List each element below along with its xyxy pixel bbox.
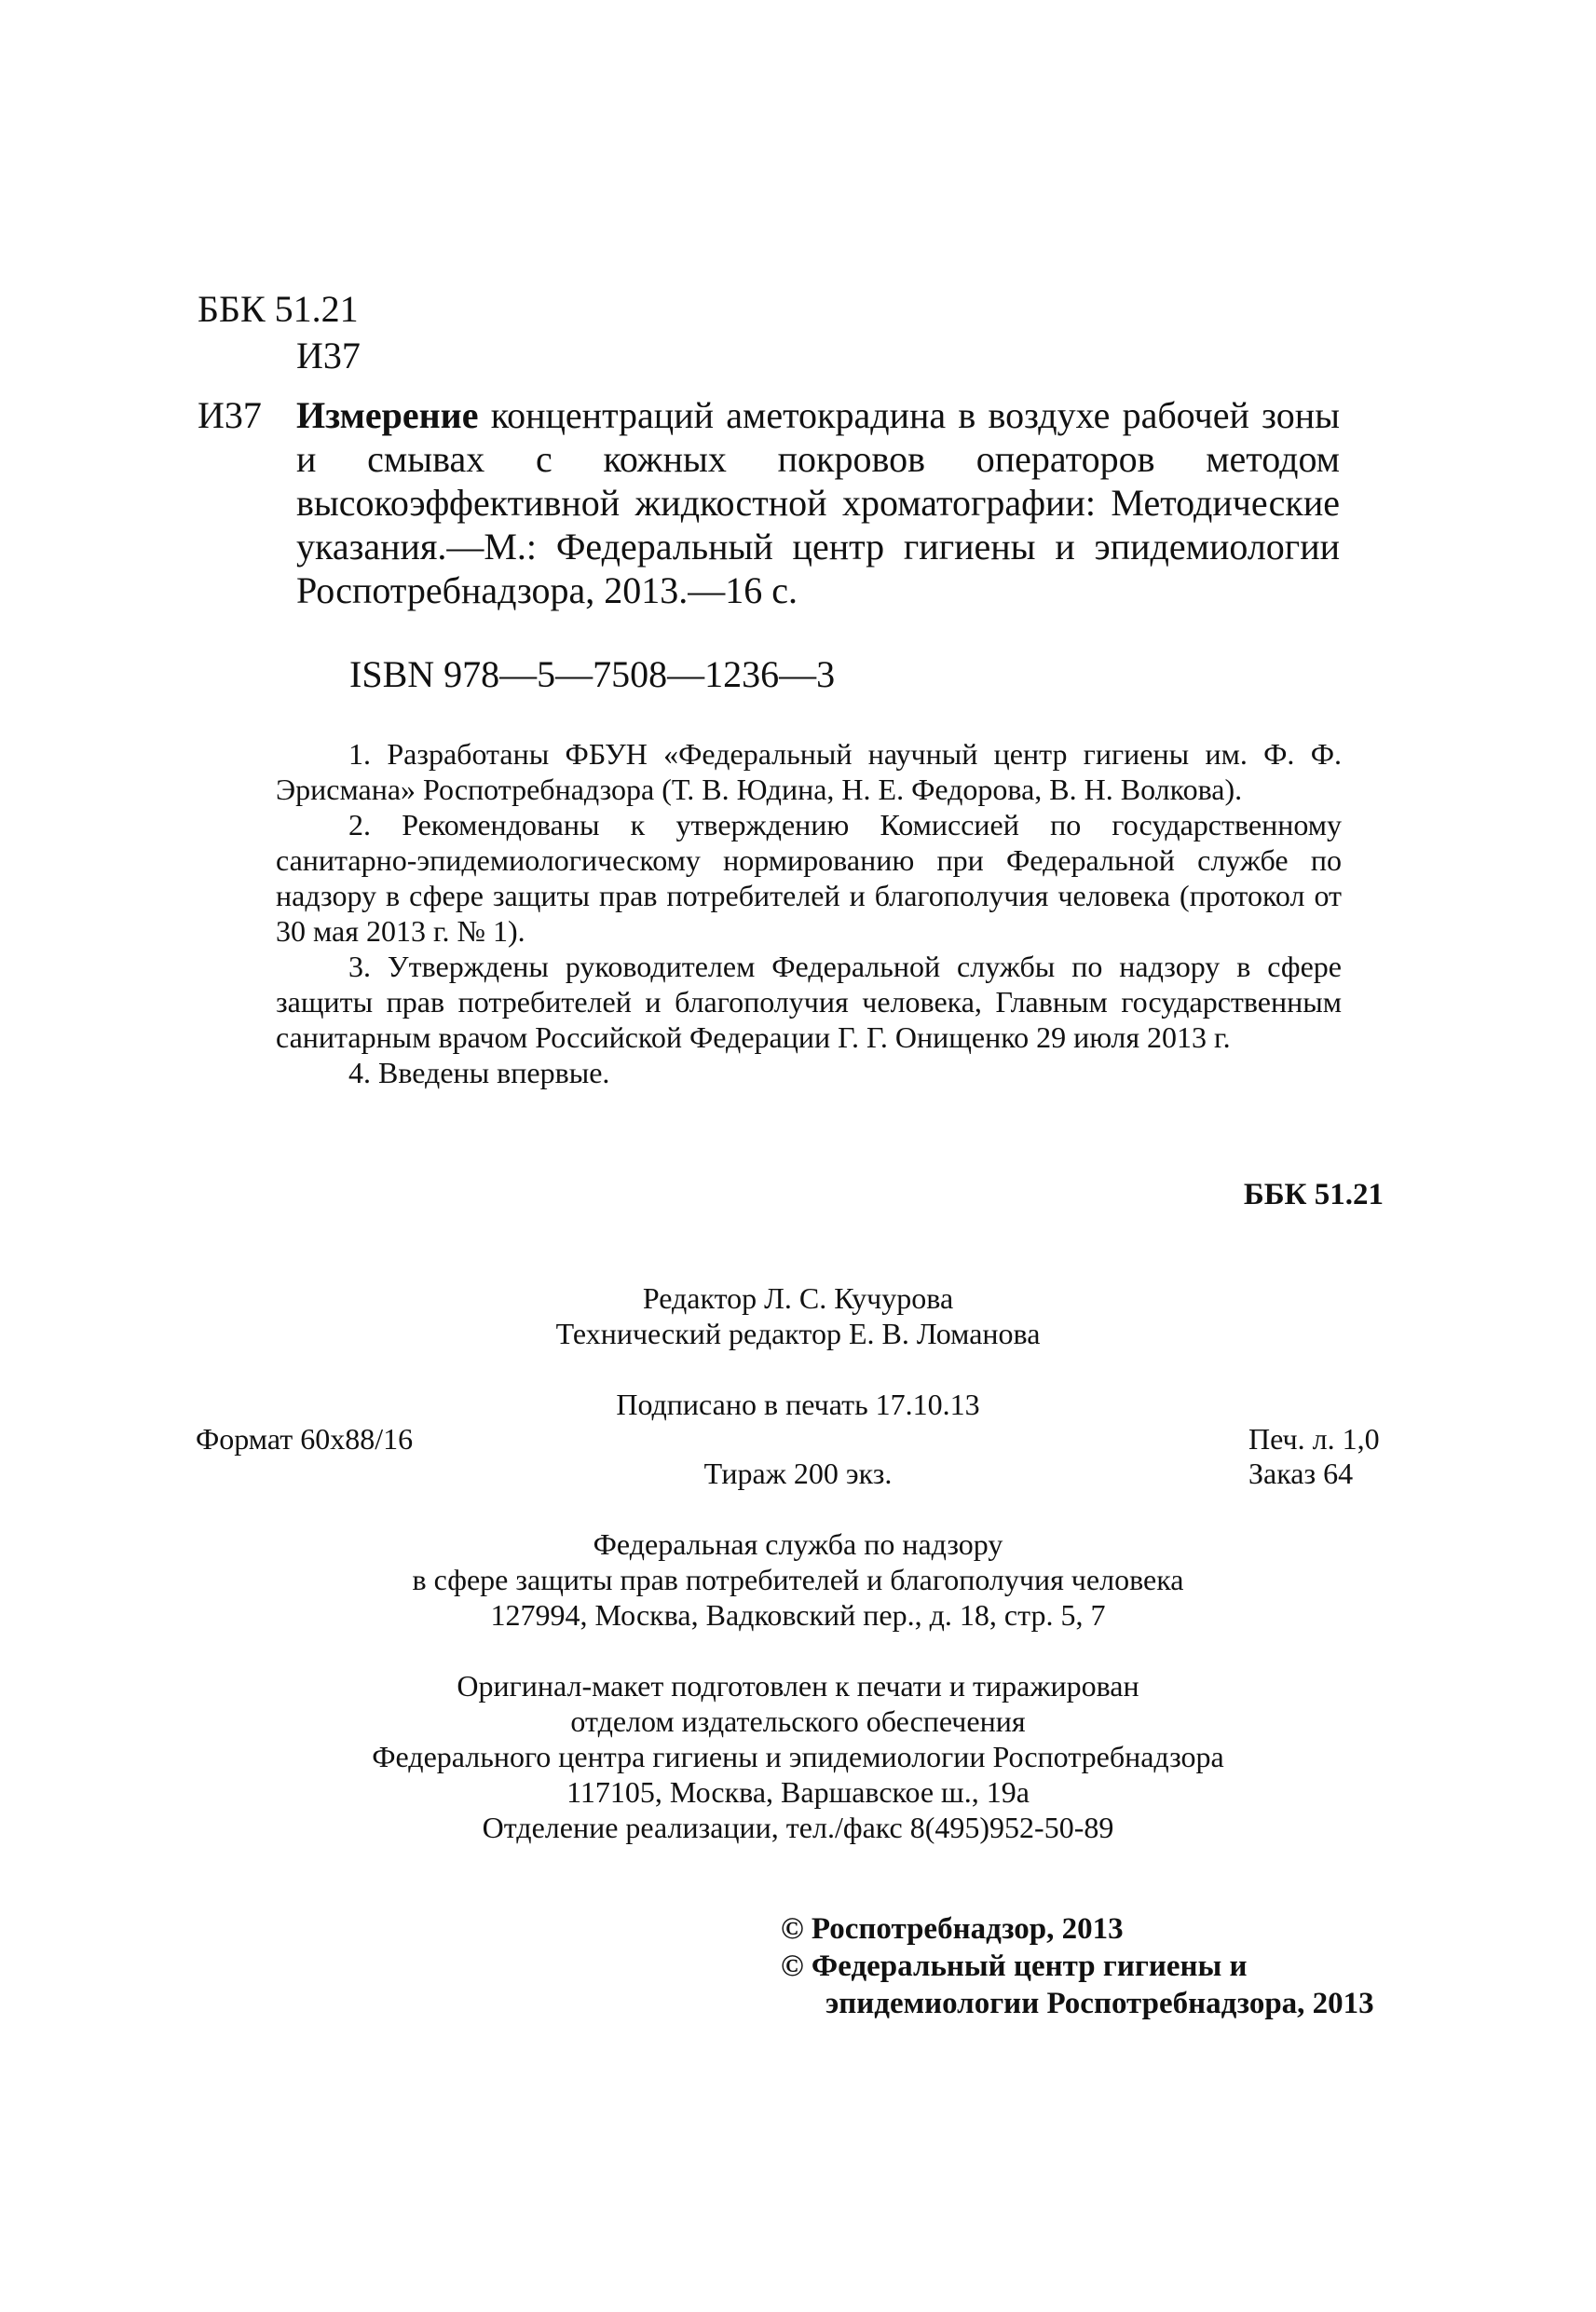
author-mark-left: И37: [198, 394, 262, 436]
publisher-line: Федеральная служба по надзору: [593, 1527, 1003, 1561]
title-lead: Измерение: [296, 394, 479, 436]
copyright-line: эпидемиологии Роспотребнадзора, 2013: [825, 1987, 1374, 2020]
publisher-line: в сфере защиты прав потребителей и благополучия человека: [412, 1563, 1184, 1596]
isbn: ISBN 978—5—7508—1236—3: [349, 653, 836, 695]
printed-sheets: Печ. л. 1,0: [1248, 1422, 1380, 1456]
signed-to-print: Подписано в печать 17.10.13: [616, 1388, 980, 1421]
technical-editor: Технический редактор Е. В. Ломанова: [555, 1317, 1041, 1350]
author-mark: И37: [296, 335, 361, 376]
printer-line: 117105, Москва, Варшавское ш., 19а: [566, 1775, 1030, 1809]
printer-block: [0, 1668, 1596, 1845]
note-item: 2. Рекомендованы к утверждению Комиссией по государственному санитарно-эпидемиологическому нормированию при Федеральной службе по надзору в сфере защиты прав потребителей и благополучия человека (протокол от 30 мая 2013 г. № 1).: [276, 808, 1342, 948]
publisher-line: 127994, Москва, Вадковский пер., д. 18, стр. 5, 7: [490, 1598, 1106, 1632]
bbk-code: ББК 51.21: [198, 288, 359, 330]
printer-line: Оригинал-макет подготовлен к печати и тиражирован: [457, 1669, 1139, 1703]
notes-list: [276, 736, 1342, 1090]
print-run: Тираж 200 экз.: [703, 1457, 893, 1490]
printer-line: Федерального центра гигиены и эпидемиологии Роспотребнадзора: [372, 1740, 1224, 1773]
copyright-line: © Роспотребнадзор, 2013: [781, 1912, 1124, 1946]
copyright-line: © Федеральный центр гигиены и: [781, 1949, 1248, 1983]
paper-format: Формат 60x88/16: [196, 1422, 414, 1456]
bbk-code-bottom: ББК 51.21: [1243, 1178, 1384, 1211]
note-item: 1. Разработаны ФБУН «Федеральный научный центр гигиены им. Ф. Ф. Эрисмана» Роспотребнадзора (Т. В. Юдина, Н. Е. Федорова, В. Н. Волкова).: [276, 737, 1342, 806]
bibliographic-description: [296, 393, 1340, 612]
title-rest: концентраций аметокрадина в воздухе рабочей зоны и смывах с кожных покровов операторов методом высокоэффективной жидкостной хроматографии: Методические указания.—М.: Федеральный центр гигиены и эпидемиологии Роспотребнадзора, 2013.—16 с.: [296, 394, 1340, 611]
publisher-block: [0, 1526, 1596, 1633]
editor: Редактор Л. С. Кучурова: [642, 1281, 954, 1315]
order-number: Заказ 64: [1248, 1457, 1354, 1490]
note-item: 4. Введены впервые.: [348, 1056, 610, 1089]
note-item: 3. Утверждены руководителем Федеральной службы по надзору в сфере защиты прав потребителей и благополучия человека, Главным государственным санитарным врачом Российской Федерации Г. Г. Онищенко 29 июля 2013 г.: [276, 950, 1342, 1054]
printer-line: Отделение реализации, тел./факс 8(495)952-50-89: [482, 1811, 1114, 1844]
printer-line: отделом издательского обеспечения: [570, 1704, 1026, 1738]
copyright-block: [781, 1910, 1374, 2022]
